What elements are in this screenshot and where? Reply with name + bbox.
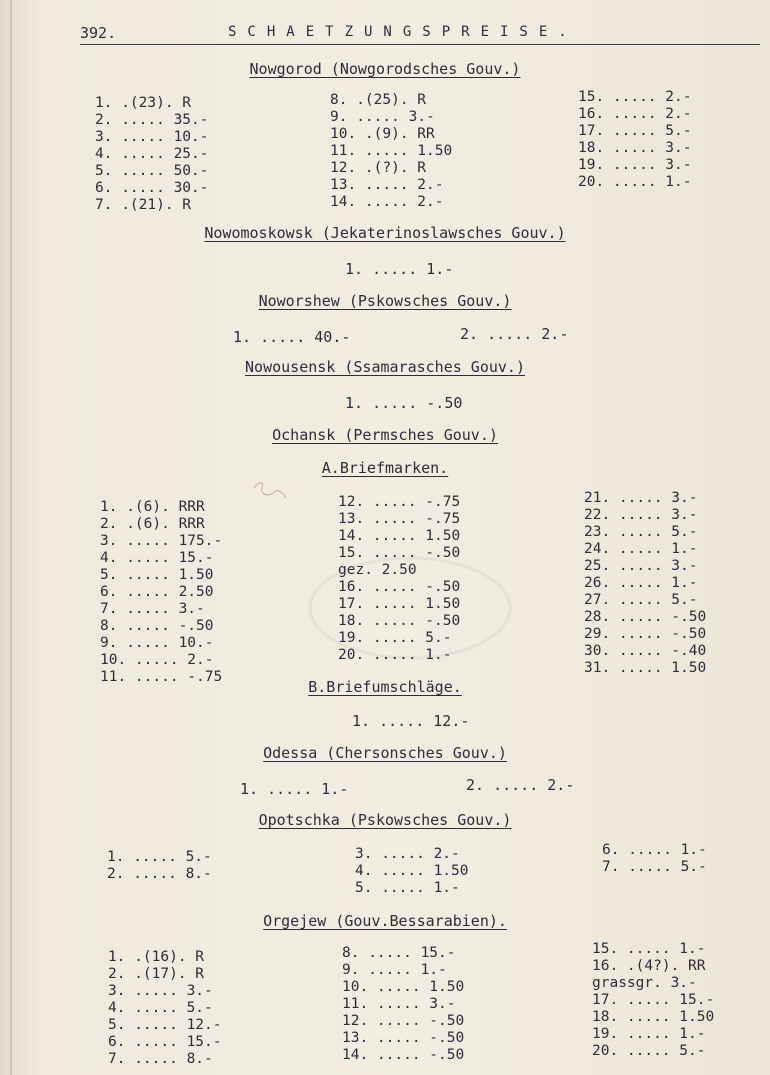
price-entry: 11. ..... 1.50 <box>330 143 453 159</box>
price-entry: 16. ..... -.50 <box>338 579 461 595</box>
opotschka-column-2 <box>355 846 469 897</box>
price-entry: 6. ..... 15.- <box>108 1034 222 1050</box>
price-entry: 10. ..... 1.50 <box>342 979 465 995</box>
price-entry: 23. ..... 5.- <box>584 524 698 540</box>
price-entry: 3. ..... 3.- <box>108 983 213 999</box>
price-entry: 2. .(6). RRR <box>100 516 205 532</box>
price-entry: 4. ..... 25.- <box>95 146 209 162</box>
price-entry: 15. ..... 2.- <box>578 89 692 105</box>
price-entry: 8. .(25). R <box>330 92 427 108</box>
orgejew-column-3 <box>592 941 714 1060</box>
section-heading-orgejew: Orgejew (Gouv.Bessarabien). <box>263 912 507 930</box>
section-heading-nowomoskowsk: Nowomoskowsk (Jekaterinoslawsches Gouv.) <box>204 224 566 242</box>
price-entry: 5. ..... 50.- <box>95 163 209 179</box>
price-entry: 3. ..... 175.- <box>100 533 223 549</box>
price-entry: 9. ..... 10.- <box>100 635 214 651</box>
price-entry: 20. ..... 1.- <box>578 174 692 190</box>
price-entry: 1. .(16). R <box>108 949 205 965</box>
price-entry: 2. ..... 35.- <box>95 112 209 128</box>
nowomoskowsk-entry: 1. ..... 1.- <box>345 260 454 278</box>
price-entry: 14. ..... 1.50 <box>338 528 461 544</box>
section-heading-ochansk: Ochansk (Permsches Gouv.) <box>272 426 498 444</box>
nowgorod-column-3 <box>578 89 692 191</box>
orgejew-column-2 <box>342 945 464 1064</box>
price-entry: 10. .(9). RR <box>330 126 435 142</box>
price-entry: 2. .(17). R <box>108 966 205 982</box>
section-heading-opotschka: Opotschka (Pskowsches Gouv.) <box>258 811 512 829</box>
price-entry: 17. ..... 1.50 <box>338 596 461 612</box>
ochansk-subheading-a: A.Briefmarken. <box>321 459 449 477</box>
price-entry: 18. ..... 1.50 <box>592 1009 715 1025</box>
price-entry: 22. ..... 3.- <box>584 507 698 523</box>
price-entry: 19. ..... 5.- <box>338 630 452 646</box>
page-header <box>80 24 760 45</box>
orgejew-column-1 <box>108 949 222 1068</box>
price-entry: 5. ..... 1.- <box>355 880 460 896</box>
price-entry: 10. ..... 2.- <box>100 652 214 668</box>
ochansk-envelope-entry: 1. ..... 12.- <box>352 712 470 730</box>
price-entry: 6. ..... 2.50 <box>100 584 214 600</box>
section-heading-nowgorod: Nowgorod (Nowgorodsches Gouv.) <box>249 60 521 78</box>
price-entry: 6. ..... 30.- <box>95 180 209 196</box>
price-entry: 7. ..... 8.- <box>108 1051 213 1067</box>
price-entry: 15. ..... -.50 <box>338 545 461 561</box>
price-entry: 30. ..... -.40 <box>584 643 707 659</box>
ochansk-column-1 <box>100 499 222 686</box>
odessa-entry-2: 2. ..... 2.- <box>466 776 575 794</box>
price-entry: 14. ..... 2.- <box>330 194 444 210</box>
section-heading-nowousensk: Nowousensk (Ssamarasches Gouv.) <box>245 358 525 376</box>
price-entry: 1. .(6). RRR <box>100 499 205 515</box>
price-entry: 7. .(21). R <box>95 197 192 213</box>
odessa-entry-1: 1. ..... 1.- <box>240 780 349 798</box>
price-entry: 29. ..... -.50 <box>584 626 707 642</box>
price-entry: 13. ..... 2.- <box>330 177 444 193</box>
faint-stamp-icon <box>300 548 520 668</box>
price-entry: 20. ..... 1.- <box>338 647 452 663</box>
price-entry: 8. ..... -.50 <box>100 618 214 634</box>
price-entry: 27. ..... 5.- <box>584 592 698 608</box>
price-entry: 6. ..... 1.- <box>602 842 707 858</box>
price-entry: 1. ..... 5.- <box>107 849 212 865</box>
price-entry: 19. ..... 3.- <box>578 157 692 173</box>
price-entry: 25. ..... 3.- <box>584 558 698 574</box>
price-entry: 21. ..... 3.- <box>584 490 698 506</box>
nowousensk-entry: 1. ..... -.50 <box>345 394 463 412</box>
price-entry: 7. ..... 5.- <box>602 859 707 875</box>
price-entry: 5. ..... 1.50 <box>100 567 214 583</box>
page-title: SCHAETZUNGSPREISE. <box>228 24 578 40</box>
nowgorod-column-2 <box>330 92 452 211</box>
price-entry: 28. ..... -.50 <box>584 609 707 625</box>
price-entry: 18. ..... 3.- <box>578 140 692 156</box>
noworshew-entry-1: 1. ..... 40.- <box>233 328 351 346</box>
opotschka-column-3 <box>602 842 707 876</box>
price-entry: gez. 2.50 <box>338 562 417 578</box>
price-entry: 9. ..... 3.- <box>330 109 435 125</box>
price-entry: 12. .(?). R <box>330 160 427 176</box>
price-entry: 4. ..... 5.- <box>108 1000 213 1016</box>
noworshew-entry-2: 2. ..... 2.- <box>460 325 569 343</box>
price-entry: 14. ..... -.50 <box>342 1047 465 1063</box>
price-entry: 16. .(4?). RR <box>592 958 706 974</box>
price-entry: grassgr. 3.- <box>592 975 697 991</box>
price-entry: 7. ..... 3.- <box>100 601 205 617</box>
price-entry: 13. ..... -.75 <box>338 511 461 527</box>
price-entry: 4. ..... 1.50 <box>355 863 469 879</box>
price-entry: 26. ..... 1.- <box>584 575 698 591</box>
price-entry: 20. ..... 5.- <box>592 1043 706 1059</box>
price-entry: 4. ..... 15.- <box>100 550 214 566</box>
price-entry: 17. ..... 5.- <box>578 123 692 139</box>
opotschka-column-1 <box>107 849 212 883</box>
price-entry: 3. ..... 10.- <box>95 129 209 145</box>
price-entry: 2. ..... 8.- <box>107 866 212 882</box>
section-heading-noworshew: Noworshew (Pskowsches Gouv.) <box>258 292 512 310</box>
price-entry: 9. ..... 1.- <box>342 962 447 978</box>
price-entry: 3. ..... 2.- <box>355 846 460 862</box>
price-entry: 5. ..... 12.- <box>108 1017 222 1033</box>
price-entry: 18. ..... -.50 <box>338 613 461 629</box>
price-entry: 17. ..... 15.- <box>592 992 715 1008</box>
price-entry: 1. .(23). R <box>95 95 192 111</box>
price-entry: 12. ..... -.50 <box>342 1013 465 1029</box>
pencil-mark-icon <box>250 478 290 508</box>
nowgorod-column-1 <box>95 95 209 214</box>
price-entry: 11. ..... -.75 <box>100 669 223 685</box>
ochansk-column-3 <box>584 490 706 677</box>
price-entry: 16. ..... 2.- <box>578 106 692 122</box>
price-entry: 11. ..... 3.- <box>342 996 456 1012</box>
price-entry: 15. ..... 1.- <box>592 941 706 957</box>
price-entry: 24. ..... 1.- <box>584 541 698 557</box>
ochansk-subheading-b: B.Briefumschläge. <box>308 678 462 696</box>
price-entry: 31. ..... 1.50 <box>584 660 707 676</box>
section-heading-odessa: Odessa (Chersonsches Gouv.) <box>263 744 507 762</box>
price-entry: 13. ..... -.50 <box>342 1030 465 1046</box>
price-entry: 8. ..... 15.- <box>342 945 456 961</box>
price-entry: 12. ..... -.75 <box>338 494 461 510</box>
price-entry: 19. ..... 1.- <box>592 1026 706 1042</box>
page-number: 392. <box>80 24 117 42</box>
